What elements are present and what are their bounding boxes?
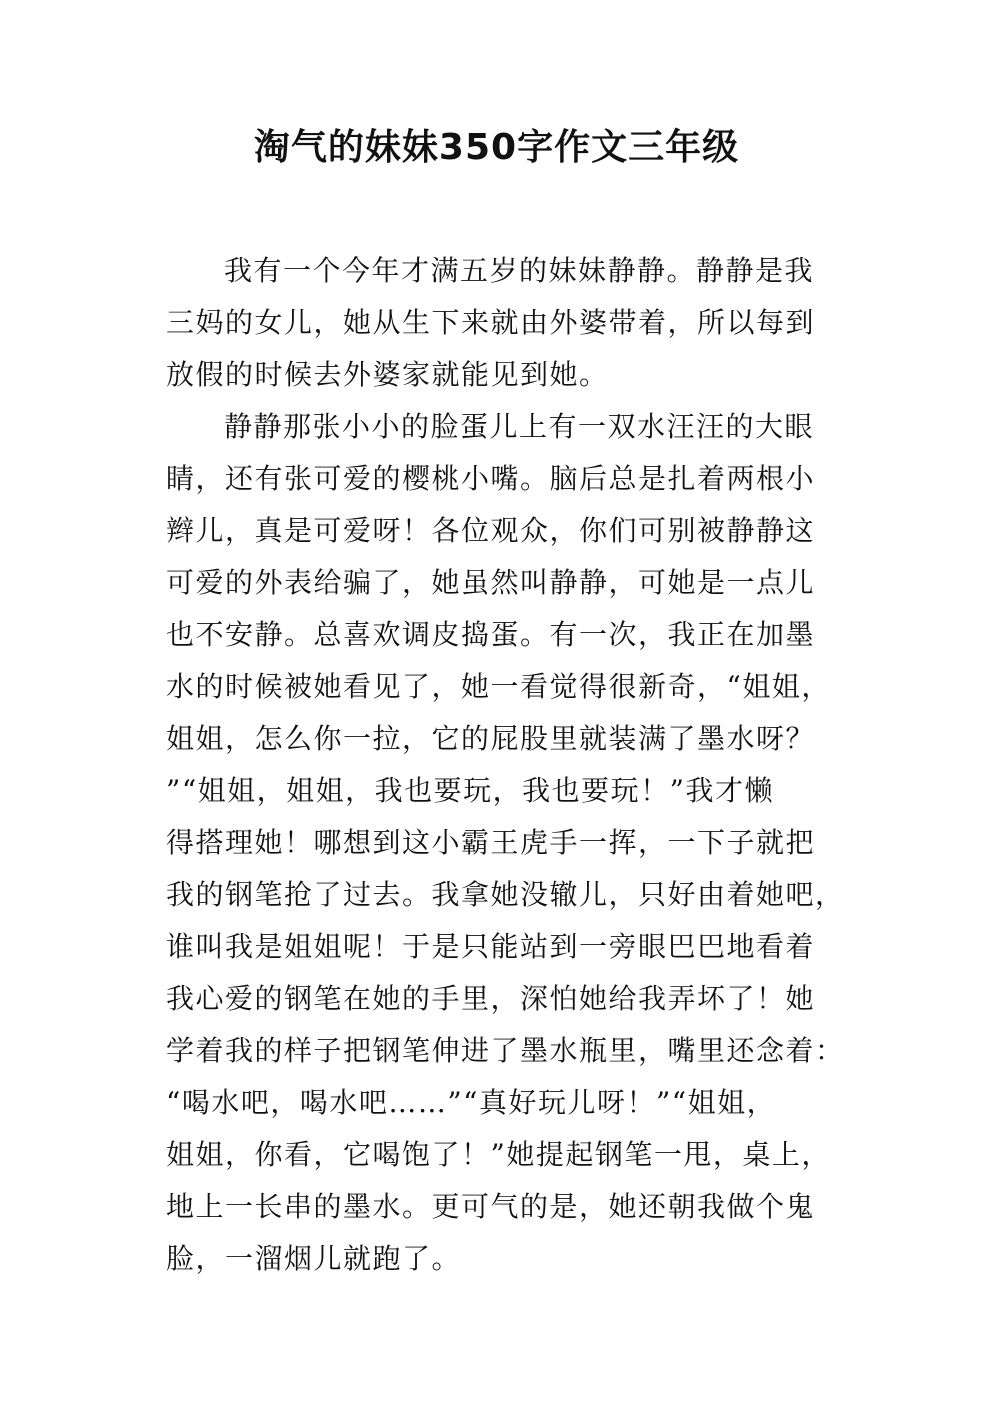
text-line: 放假的时候去外婆家就能见到她。 [166, 358, 609, 391]
text-line: 睛，还有张可爱的樱桃小嘴。脑后总是扎着两根小 [166, 462, 816, 495]
text-line: 静静那张小小的脸蛋儿上有一双水汪汪的大眼 [224, 410, 815, 443]
text-line: 我有一个今年才满五岁的妹妹静静。静静是我 [224, 254, 815, 287]
text-line: 三妈的女儿，她从生下来就由外婆带着，所以每到 [166, 306, 816, 339]
text-line: 谁叫我是姐姐呢！于是只能站到一旁眼巴巴地看着 [166, 930, 816, 963]
text-line: “喝水吧，喝水吧……”“真好玩儿呀！”“姐姐， [166, 1086, 777, 1119]
text-line: 脸，一溜烟儿就跑了。 [166, 1242, 462, 1275]
text-line: 可爱的外表给骗了，她虽然叫静静，可她是一点儿 [166, 566, 816, 599]
text-line: 得搭理她！哪想到这小霸王虎手一挥，一下子就把 [166, 826, 816, 859]
paragraph-1 [166, 245, 838, 401]
text-line: 我心爱的钢笔在她的手里，深怕她给我弄坏了！她 [166, 982, 816, 1015]
text-line: 学着我的样子把钢笔伸进了墨水瓶里，嘴里还念着： [166, 1034, 845, 1067]
text-line: 姐姐，你看，它喝饱了！”她提起钢笔一甩，桌上， [166, 1138, 831, 1171]
text-line: 姐姐，怎么你一拉，它的屁股里就装满了墨水呀？ [166, 722, 816, 755]
document-title: 淘气的妹妹350字作文三年级 [253, 127, 740, 168]
text-line: 我的钢笔抢了过去。我拿她没辙儿，只好由着她吧， [166, 878, 845, 911]
text-line: 地上一长串的墨水。更可气的是，她还朝我做个鬼 [166, 1190, 816, 1223]
document-body [166, 245, 845, 1285]
paragraph-2 [166, 401, 845, 1285]
text-line: 辫儿，真是可爱呀！各位观众，你们可别被静静这 [166, 514, 816, 547]
text-line: ”“姐姐，姐姐，我也要玩，我也要玩！”我才懒 [166, 774, 774, 807]
text-line: 也不安静。总喜欢调皮捣蛋。有一次，我正在加墨 [166, 618, 816, 651]
text-line: 水的时候被她看见了，她一看觉得很新奇，“姐姐， [166, 670, 831, 703]
